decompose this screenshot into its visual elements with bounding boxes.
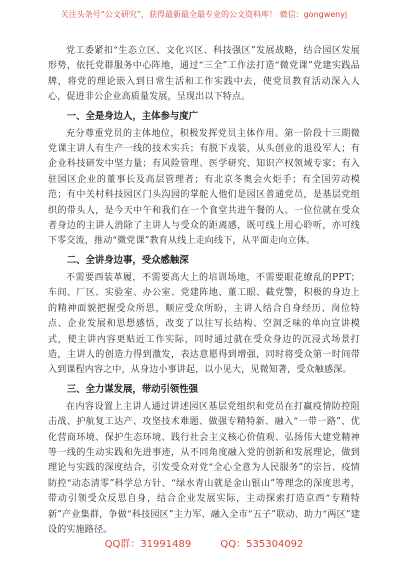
qq-group-number: QQ群：31991489	[104, 539, 192, 550]
section-heading-3: 三、全力谋发展，带动引领性强	[66, 383, 199, 395]
qq-number: QQ：535304092	[220, 539, 304, 550]
footer-contact	[0, 538, 408, 552]
section-heading-1: 一、全是身边人，主体参与度广	[66, 110, 199, 122]
section-paragraph-3: 在内容设置上主讲人通过讲述园区基层党组织和党员在打赢疫情防控阻击战、护航复工达产、攻坚技术难题、做强专精特新、融入“一带一路”、优化营商环境、保护生态环境、践行社会主义核心价值观、弘扬伟大建党精神等一线的生动实践和先进事迹，从不同角度融入党的创新和发展理论，做到理论与实践的深度结合，引发受众对党“全心全意为人民服务”的宗旨、疫情防控“动态清零”科学总方针、“绿水青山就是金山银山”等理念的深度思考，带动引领受众反思自身，结合企业发展实际，主动探索打造京西“专精特新”产业集群，争做“科技园区”主力军、融入全市“五子”联动、助力“两区”建设的实施路径。	[48, 401, 360, 535]
intro-paragraph: 党工委紧扣“生态立区、文化兴区、科技强区”发展战略，结合园区发展形势，依托党群服务中心阵地，通过“三全”工作法打造“微党课”党建实践品牌，将党的理论嵌入到日常生活和工作实践中去，使党员教育活动深入人心，促进非公企业高质量发展，呈现出以下特点。	[48, 46, 360, 103]
section-heading-2: 二、全讲身边事，受众感触深	[66, 254, 189, 266]
document-body	[48, 44, 360, 538]
section-paragraph-1: 充分尊重党员的主体地位，积极发挥党员主体作用。第一阶段十三期微党课主讲人有生产一线的技术实兵；有脱下戎装，从头创业的退役军人；有企业科技研发中坚力量；有风险管理、医学研究、知识产权领域专家；有入驻园区企业的董事长及高层管理者；有北京冬奥会火炬手；有全国劳动模范；有中关村科技园区门头沟园的掌舵人他们是园区普通党员，是基层党组织的带头人，是今天中午和我们在一个食堂共进午餐的人。一位位就在受众者身边的主讲人消除了主讲人与受众的距离感，既可线上用心聆听，亦可线下零交流，推动“微党课”教育从线上走向线下，从平面走向立体。	[48, 128, 360, 247]
section-paragraph-2: 不需要西装革履，不需要高大上的培训场地，不需要眼花缭乱的PPT；车间、厂区、实验室、办公室、党建阵地、董工眼、截党警，积极的身边上的精神面貌把握受众所思，顺应受众所盼，主讲人结合自身经历、岗位特点、企业发展和思想感悟，改变了以往写长结构、空洞乏味的单向宣讲模式，使主讲内容更贴近工作实际，同时通过就在受众身边的沉浸式场景打造，主讲人的创造力得到激发，表达意愿得到增强，同时将受众第一时间带入到课程内容之中，从身边小事讲起，以小见大，见微知著，受众触感深。	[48, 272, 360, 376]
promo-banner: 关注头条号“公文研究”，获得最新最全最专业的公文资料库！ 微信：gongwenyj	[60, 10, 348, 19]
